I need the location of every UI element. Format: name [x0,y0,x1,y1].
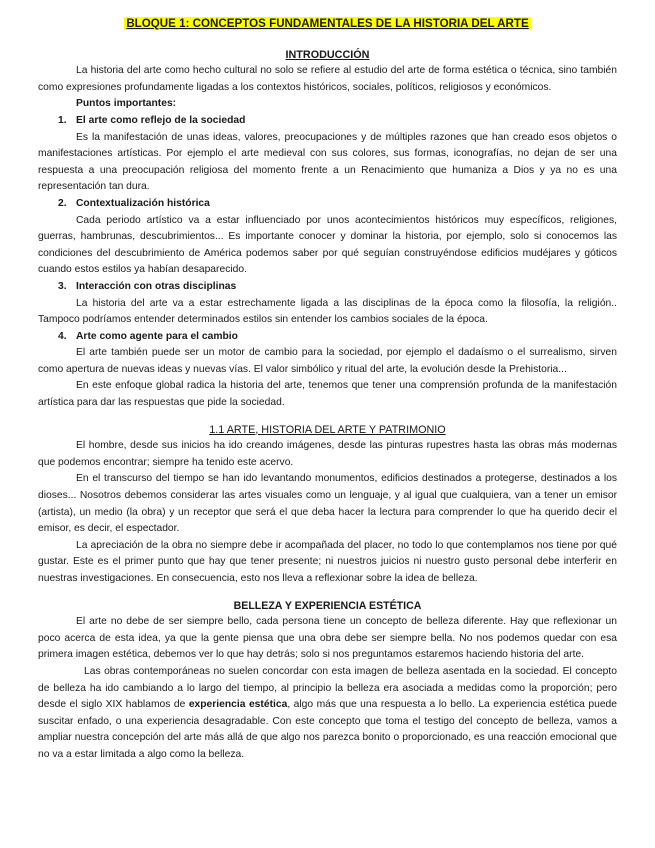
intro-paragraph: La historia del arte como hecho cultural no solo se refiere al estudio del arte de forma estética o técnica, sino también como expresiones profundamente ligadas a los contextos históricos, sociales, políticos, religiosos y económicos. [38,65,617,93]
section-1-1-paragraph-2: En el transcurso del tiempo se han ido levantando monumentos, edificios destinados a protegerse, destinados a los dioses... Nosotros debemos considerar las artes visuales como un lenguaje, y al igual que cualquiera, van a tener un emisor (artista), un medio (la obra) y un receptor que será el que deba hacer la lectura para comprender lo que ha querido decir el emisor, es decir, el espectador. [38,473,617,535]
section-1-1-paragraph-3: La apreciación de la obra no siempre debe ir acompañada del placer, no todo lo que contemplamos nos tiene por qué gustar. Este es el primer punto que hay que tener presente; ni nuestros juicios ni nuestro gusto personal debe interferir en nuestras investigaciones. En consecuencia, esto nos lleva a reflexionar sobre la idea de belleza. [38,539,617,584]
document-title-text: BLOQUE 1: CONCEPTOS FUNDAMENTALES DE LA HISTORIA DEL ARTE [126,17,529,30]
point-item [38,329,617,379]
point-text: El arte también puede ser un motor de cambio para la sociedad, por ejemplo el dadaísmo o el surrealismo, sirven como apertura de nuevas ideas y nuevas vías. El valor simbólico y ritual del arte, la evolución desde la Prehistoria... [38,347,617,375]
section-1-1-paragraph-1: El hombre, desde sus inicios ha ido creando imágenes, desde las pinturas rupestres hasta las obras más modernas que podemos encontrar; siempre ha tenido este acervo. [38,440,617,468]
point-title-text: Contextualización histórica [76,197,210,209]
point-title [38,279,617,296]
point-text: La historia del arte va a estar estrechamente ligada a las disciplinas de la época como la filosofía, la religión.. Tampoco podríamos entender determinados estilos sin entender los cambios sociales de la época. [38,297,617,326]
point-title [38,196,617,213]
belleza-p2-before: Las obras contemporáneas no suelen concordar con esta imagen de belleza asentada en la sociedad. El concepto de belleza ha ido cambiando a lo largo del tiempo, al principio la belleza era asociada a medidas como la proporción; pero desde el siglo XIX hablamos de [38,665,617,711]
important-points-list [38,113,617,379]
intro-closing-paragraph: En este enfoque global radica la historia del arte, tenemos que tener una comprensión profunda de la manifestación artística para dar las respuestas que pide la sociedad. [38,380,617,409]
point-text: Es la manifestación de unas ideas, valores, preocupaciones y de múltiples razones que han creado esos objetos o manifestaciones artísticas. Por ejemplo el arte medieval con sus colores, sus formas, iconografías, no dejan de ser una respuesta a una preocupación religiosa del momento frente a un Renacimiento que humaniza a Dios y ya no es una representación tan dura. [38,131,617,193]
point-title-text: Interacción con otras disciplinas [76,280,237,292]
points-heading: Puntos importantes: [76,98,177,110]
point-item [38,196,617,279]
point-number: 2. [58,197,67,209]
belleza-paragraph-2 [38,664,617,764]
experiencia-estetica-term: experiencia estética [188,699,288,711]
point-title-text: Arte como agente para el cambio [76,330,238,342]
document-title [38,16,617,33]
belleza-heading: BELLEZA Y EXPERIENCIA ESTÉTICA [233,599,422,612]
belleza-paragraph-1: El arte no debe de ser siempre bello, cada persona tiene un concepto de belleza diferente. Hay que reflexionar un poco acerca de esta idea, ya que la gente piensa que una obra debe ser siempre bella. No nos podemos quedar con esa primera imagen estética, debemos ver lo que hay detrás; solo si nos preguntamos estaremos haciendo historia del arte. [38,616,617,661]
point-title [38,329,617,346]
point-title [38,113,617,130]
belleza-p2-after: , algo más que una respuesta a lo bello. La experiencia estética puede suscitar enfado, o una experiencia desagradable. Con este concepto que toma el testigo del concepto de belleza, vamos a ampliar nuestra concepción del arte más allá de que algo nos parezca bonito o proporcionado, es una reacción emocional que no va a estar limitada a algo como la belleza. [38,699,617,760]
section-1-1-heading: 1.1 ARTE, HISTORIA DEL ARTE Y PATRIMONIO [209,423,446,436]
point-number: 1. [58,114,67,126]
point-item [38,113,617,196]
point-title-text: El arte como reflejo de la sociedad [76,114,246,126]
point-number: 4. [58,330,67,342]
point-text: Cada periodo artístico va a estar influenciado por unos acontecimientos históricos muy específicos, religiones, guerras, hambrunas, descubrimientos... Es importante conocer y dominar la historia, por ejemplo, solo si conocemos las condiciones del descubrimiento de América podemos saber por qué seguían construyéndose edificios mudéjares y góticos cuando estos estilos ya habían desaparecido. [38,214,617,276]
intro-heading: INTRODUCCIÓN [285,48,370,61]
point-item [38,279,617,329]
point-number: 3. [58,280,67,292]
